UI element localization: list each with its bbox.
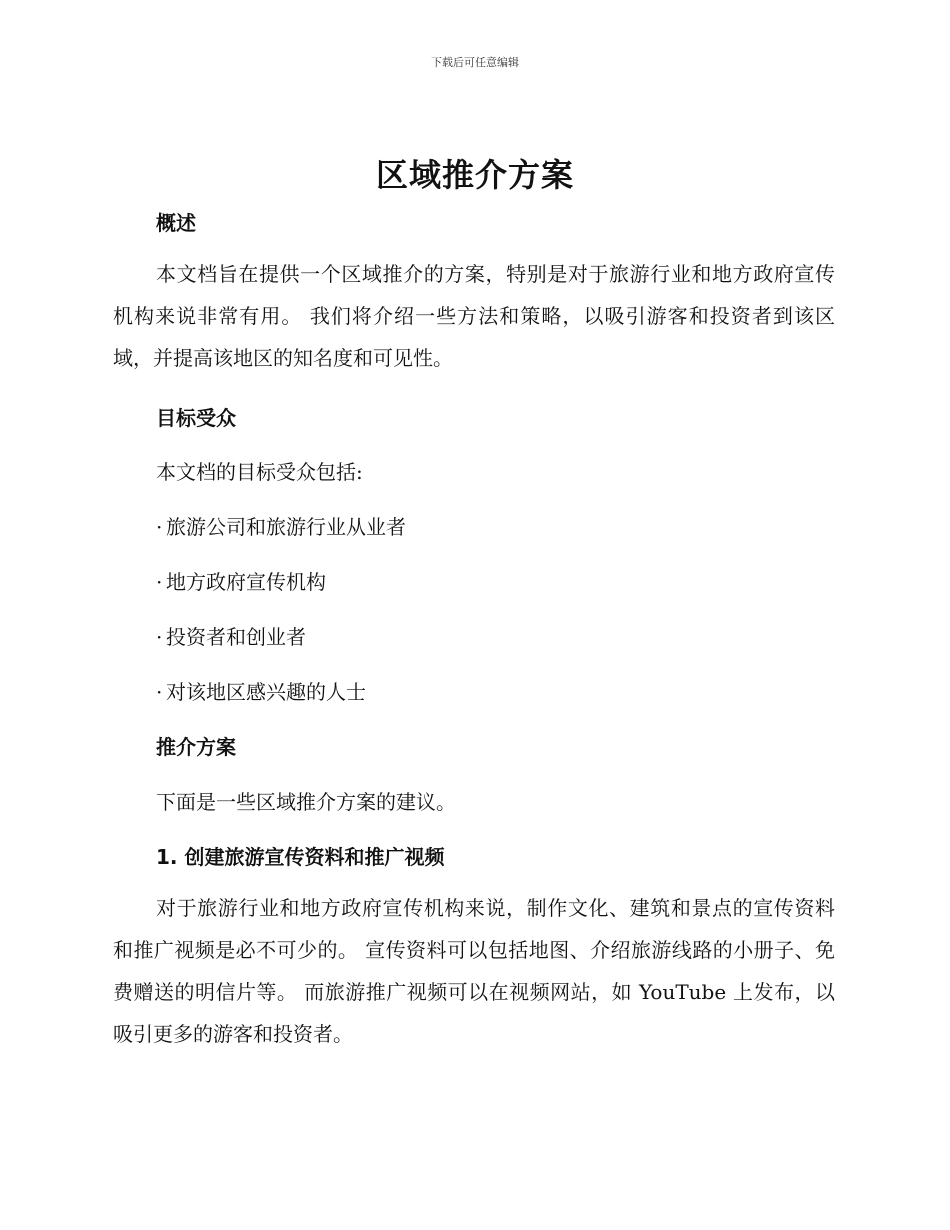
list-item-text: 对该地区感兴趣的人士: [166, 680, 366, 704]
audience-list-item: [156, 511, 406, 540]
section-heading-audience: 目标受众: [156, 406, 236, 430]
overview-paragraph: 本文档旨在提供一个区域推介的方案，特别是对于旅游行业和地方政府宣传机构来说非常有用。 我们将介绍一些方法和策略，以吸引游客和投资者到该区域，并提高该地区的知名度和可见性。: [113, 262, 835, 370]
section-heading-overview: 概述: [156, 211, 196, 235]
page-header-note: 下载后可任意编辑: [431, 56, 519, 69]
bullet-icon: ·: [156, 515, 163, 539]
bullet-icon: ·: [156, 680, 163, 704]
section-heading-plan: 推介方案: [156, 735, 236, 759]
list-item-text: 旅游公司和旅游行业从业者: [166, 515, 406, 539]
list-item-text: 地方政府宣传机构: [166, 570, 326, 594]
audience-list-item: [156, 566, 326, 595]
plan-intro: 下面是一些区域推介方案的建议。: [156, 790, 456, 814]
document-title: 区域推介方案: [375, 156, 574, 194]
audience-intro: 本文档的目标受众包括:: [156, 460, 363, 484]
plan-paragraph-1: 对于旅游行业和地方政府宣传机构来说，制作文化、建筑和景点的宣传资料和推广视频是必不可少的。 宣传资料可以包括地图、介绍旅游线路的小册子、免费赠送的明信片等。 而旅游推广视频可以在视频网站，如 YouTube 上发布，以吸引更多的游客和投资者。: [113, 896, 835, 1046]
audience-list-item: [156, 621, 306, 650]
bullet-icon: ·: [156, 570, 163, 594]
bullet-icon: ·: [156, 625, 163, 649]
plan-subheading-1: 1. 创建旅游宣传资料和推广视频: [156, 845, 445, 869]
list-item-text: 投资者和创业者: [166, 625, 306, 649]
audience-list-item: [156, 676, 366, 705]
